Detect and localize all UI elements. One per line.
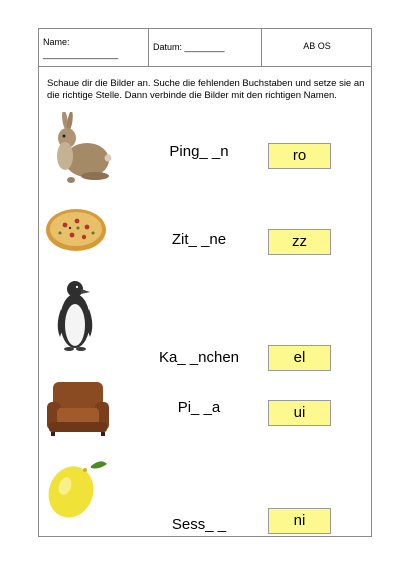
penguin-icon	[45, 275, 115, 355]
sheet-code: AB OS	[303, 41, 331, 51]
letter-box: ui	[268, 400, 331, 426]
exercise-row	[39, 197, 371, 277]
name-label: Name:	[43, 37, 70, 47]
code-cell	[262, 29, 372, 66]
word-text: Pi_ _a	[177, 399, 221, 416]
exercise-row	[39, 275, 371, 366]
worksheet	[38, 28, 372, 537]
armchair-icon	[45, 378, 115, 458]
word-text: Sess_ _	[171, 516, 227, 533]
exercise-row	[39, 456, 371, 536]
word-text: Ping_ _n	[169, 143, 229, 160]
name-line: _______________	[43, 49, 119, 59]
name-cell	[39, 29, 149, 66]
word-text: Zit_ _ne	[171, 231, 227, 248]
rabbit-icon	[45, 112, 115, 192]
letter-box: el	[268, 345, 331, 371]
pizza-icon	[45, 197, 115, 277]
letter-box: zz	[268, 229, 331, 255]
instructions: Schaue dir die Bilder an. Suche die fehlenden Buchstaben und setze sie an die richtige Stelle. Dann verbinde die Bilder mit den richtigen Namen.	[47, 78, 365, 101]
exercise-row	[39, 378, 371, 458]
letter-box: ro	[268, 143, 331, 169]
lemon-icon	[45, 456, 115, 536]
header-table	[39, 29, 371, 67]
word-text: Ka_ _nchen	[158, 349, 240, 366]
letter-box: ni	[268, 508, 331, 534]
date-cell	[149, 29, 262, 66]
exercise-row	[39, 112, 371, 192]
date-label: Datum: ________	[153, 42, 225, 52]
